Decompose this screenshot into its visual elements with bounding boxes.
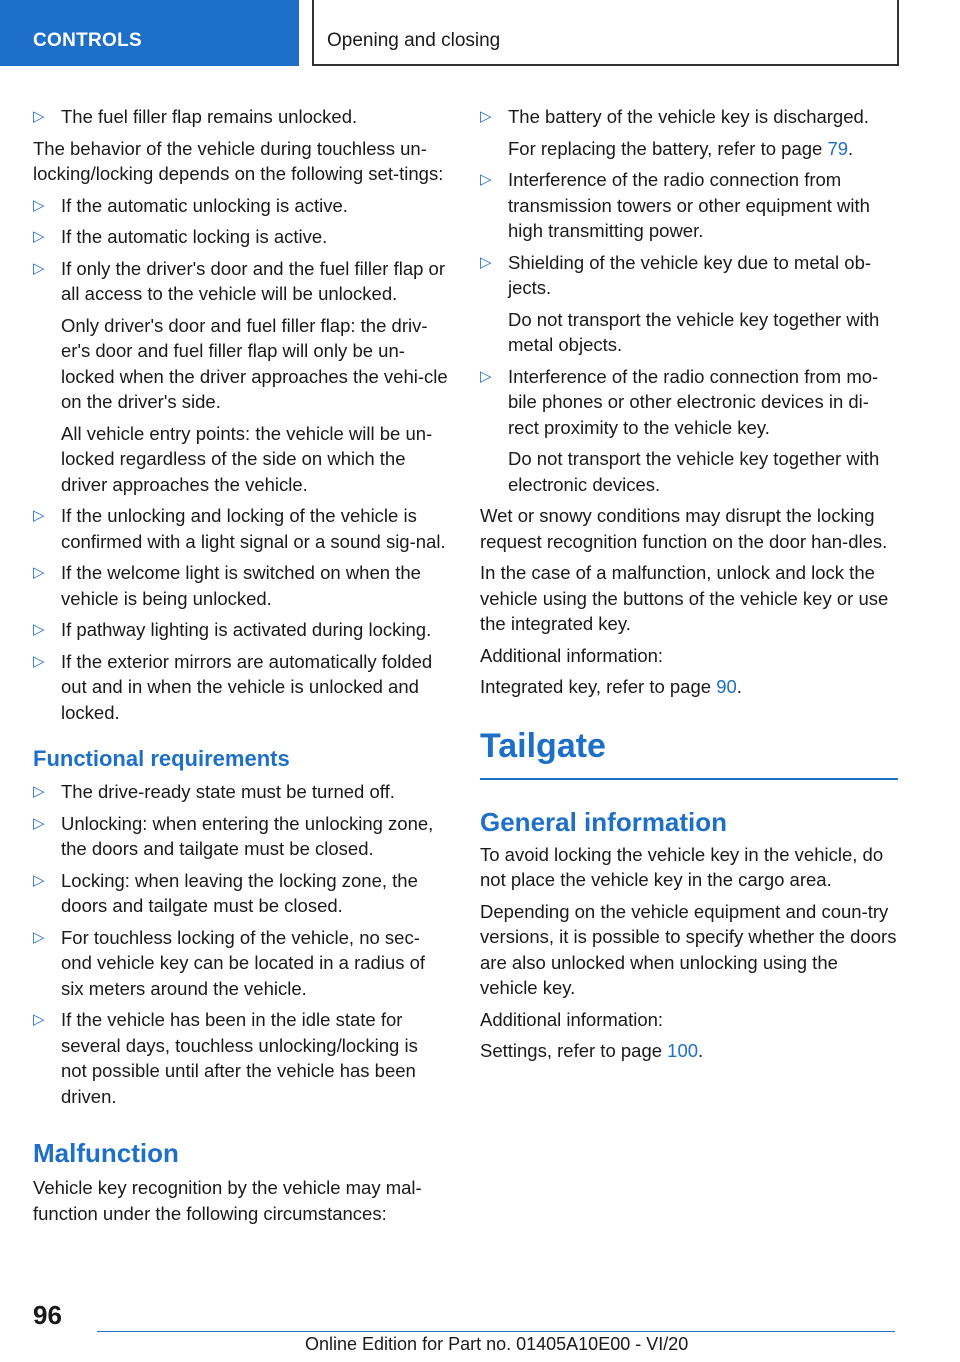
- page-link[interactable]: 90: [716, 676, 737, 697]
- paragraph: Additional information:: [480, 644, 664, 666]
- list-item: ▷ The drive-ready state must be turned off.: [33, 779, 448, 805]
- paragraph: Vehicle key recognition by the vehicle may mal-function under the following circumstances:: [33, 1177, 422, 1224]
- bullet-triangle-icon: ▷: [33, 228, 45, 245]
- list-item: ▷ Locking: when leaving the locking zone, the doors and tailgate must be closed.: [33, 869, 418, 916]
- list-item: ▷ If the welcome light is switched on when the vehicle is being unlocked.: [33, 562, 421, 609]
- bullet-triangle-icon: ▷: [33, 928, 45, 946]
- bullet-triangle-icon: ▷: [33, 196, 45, 214]
- list-item: ▷ If the automatic unlocking is active.: [33, 193, 448, 219]
- paragraph: Wet or snowy conditions may disrupt the locking request recognition function on the door han-dles.: [480, 505, 888, 552]
- list-sub-paragraph: Do not transport the vehicle key together with electronic devices.: [508, 448, 880, 495]
- bullet-triangle-icon: ▷: [33, 507, 45, 524]
- page-link[interactable]: 100: [667, 1040, 699, 1061]
- list-item: ▷ The fuel filler flap remains unlocked.: [33, 104, 448, 130]
- section-tab: [0, 0, 299, 66]
- bullet-triangle-icon: ▷: [33, 1011, 45, 1028]
- heading-functional-requirements: Functional requirements: [33, 746, 290, 771]
- bullet-triangle-icon: ▷: [480, 253, 492, 271]
- bullet-triangle-icon: ▷: [33, 621, 45, 638]
- list-item: ▷ If only the driver's door and the fuel filler flap or all access to the vehicle will be unlocked.: [33, 257, 446, 304]
- list-item: ▷ If the unlocking and locking of the vehicle is confirmed with a light signal or a sound sig-nal.: [33, 505, 446, 552]
- bullet-triangle-icon: ▷: [33, 814, 45, 832]
- bullet-triangle-icon: ▷: [480, 367, 492, 385]
- left-column: [33, 104, 448, 1232]
- paragraph: To avoid locking the vehicle key in the vehicle, do not place the vehicle key in the cargo area.: [480, 843, 884, 890]
- list-item: ▷ Shielding of the vehicle key due to metal ob-jects.: [480, 251, 872, 298]
- paragraph: The behavior of the vehicle during touchless un-locking/locking depends on the following set-tings:: [33, 137, 444, 184]
- bullet-triangle-icon: ▷: [33, 871, 45, 889]
- bullet-triangle-icon: ▷: [33, 783, 45, 800]
- right-column: [480, 104, 898, 1070]
- list-item: ▷ If the exterior mirrors are automatically folded out and in when the vehicle is unlocked and locked.: [33, 650, 433, 723]
- list-sub-paragraph: Do not transport the vehicle key together with metal objects.: [508, 308, 880, 355]
- bullet-triangle-icon: ▷: [480, 171, 492, 188]
- paragraph: Settings, refer to page 100.: [480, 1040, 704, 1061]
- list-sub-paragraph: Only driver's door and fuel filler flap: the driv-er's door and fuel filler flap will only be un-locked when the driver approaches the vehi-cle on the driver's side.: [61, 314, 448, 412]
- heading-general-information: General information: [480, 806, 728, 837]
- bullet-triangle-icon: ▷: [33, 564, 45, 581]
- list-item: ▷ Interference of the radio connection from transmission towers or other equipment with high transmitting power.: [480, 169, 870, 241]
- footer-divider: [97, 1331, 895, 1332]
- paragraph: In the case of a malfunction, unlock and lock the vehicle using the buttons of the vehicle key or use the integrated key.: [480, 562, 889, 634]
- paragraph: Additional information:: [480, 1008, 664, 1030]
- list-item: ▷ If the automatic locking is active.: [33, 224, 448, 250]
- list-item: ▷ Unlocking: when entering the unlocking zone, the doors and tailgate must be closed.: [33, 812, 434, 859]
- chapter-header: [312, 0, 899, 66]
- list-sub-paragraph: All vehicle entry points: the vehicle will be un-locked regardless of the side on which the driver approaches the vehicle.: [61, 422, 433, 495]
- section-title: CONTROLS: [33, 30, 143, 51]
- chapter-title: Opening and closing: [327, 30, 501, 51]
- bullet-triangle-icon: ▷: [33, 259, 45, 277]
- bullet-triangle-icon: ▷: [480, 108, 492, 125]
- list-item: ▷ If the vehicle has been in the idle state for several days, touchless unlocking/locking is not possible until after the vehicle has been driven.: [33, 1009, 418, 1107]
- page-number: 96: [33, 1300, 62, 1330]
- list-item: ▷ The battery of the vehicle key is discharged.: [480, 104, 898, 130]
- heading-tailgate: Tailgate: [480, 724, 898, 780]
- bullet-triangle-icon: ▷: [33, 652, 45, 670]
- list-sub-paragraph: For replacing the battery, refer to page 79.: [508, 137, 854, 159]
- list-item: ▷ If pathway lighting is activated during locking.: [33, 617, 448, 643]
- heading-malfunction: Malfunction: [33, 1138, 179, 1168]
- list-item: ▷ For touchless locking of the vehicle, no sec-ond vehicle key can be located in a radius of six meters around the vehicle.: [33, 926, 426, 999]
- paragraph: Integrated key, refer to page 90.: [480, 676, 742, 697]
- list-item: ▷ Interference of the radio connection from mo-bile phones or other electronic devices in di-rect proximity to the vehicle key.: [480, 365, 879, 438]
- page-link[interactable]: 79: [827, 137, 849, 159]
- bullet-triangle-icon: ▷: [33, 108, 45, 125]
- footer-edition: Online Edition for Part no. 01405A10E00 - VI/20: [305, 1334, 689, 1354]
- paragraph: Depending on the vehicle equipment and coun-try versions, it is possible to specify whether the doors are also unlocked when unlocking using the vehicle key.: [480, 900, 897, 998]
